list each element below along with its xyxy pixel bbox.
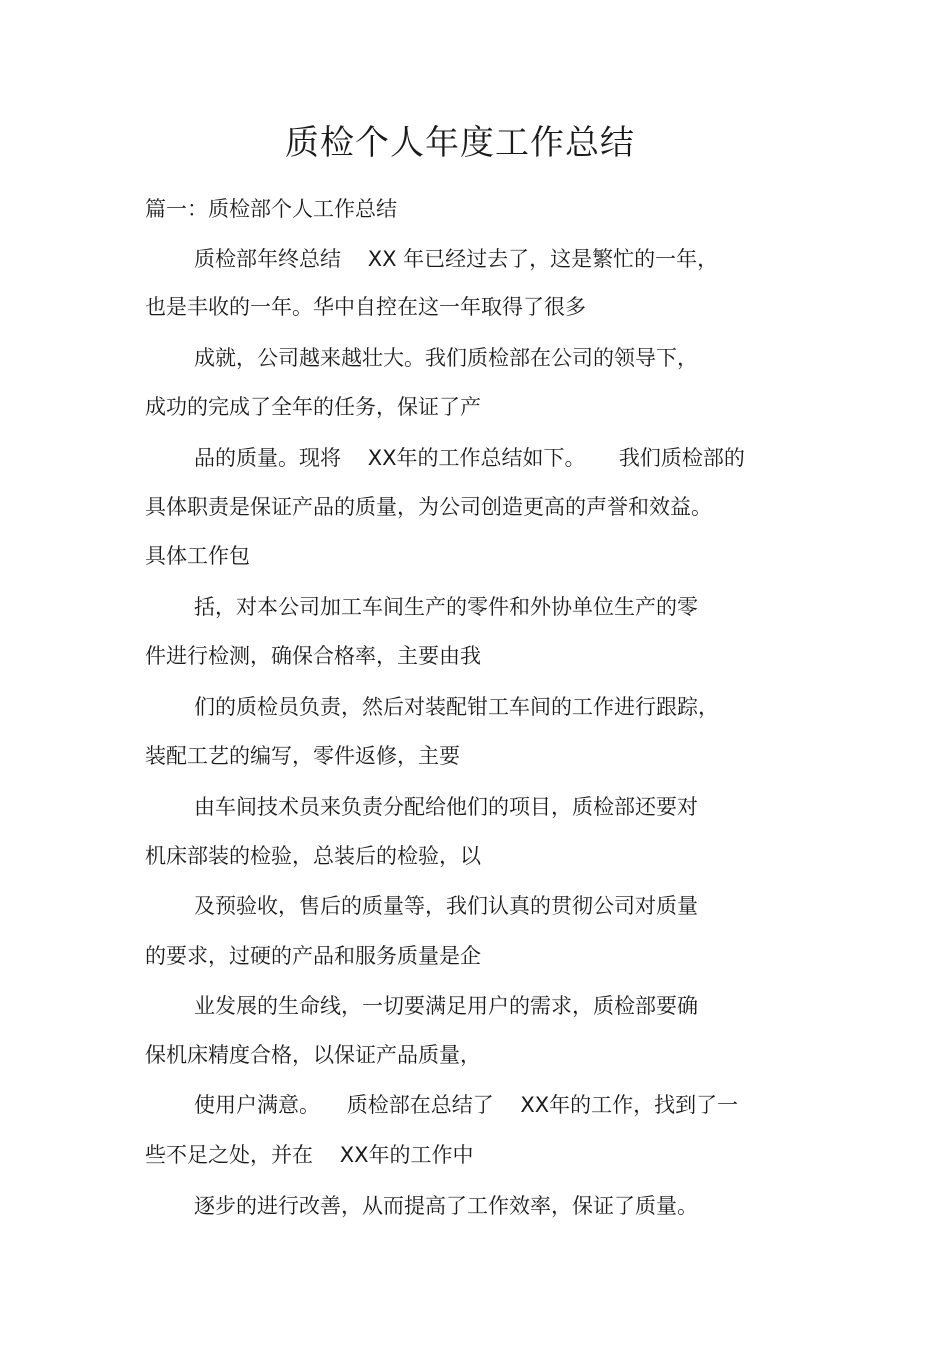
paragraph-line: 逐步的进行改善，从而提高了工作效率，保证了质量。 <box>194 1194 698 1218</box>
paragraph-line: 具体职责是保证产品的质量，为公司创造更高的声誉和效益。 <box>145 495 712 519</box>
paragraph-line: 装配工艺的编写，零件返修，主要 <box>145 744 460 768</box>
paragraph-line: 们的质检员负责，然后对装配钳工车间的工作进行跟踪， <box>194 695 719 719</box>
paragraph-line: 质检部年终总结 XX 年已经过去了，这是繁忙的一年， <box>194 247 719 271</box>
paragraph-line: 也是丰收的一年。华中自控在这一年取得了很多 <box>145 295 586 319</box>
paragraph-line: 业发展的生命线，一切要满足用户的需求，质检部要确 <box>194 994 698 1018</box>
paragraph-line: 件进行检测，确保合格率，主要由我 <box>145 644 481 668</box>
document-title: 质检个人年度工作总结 <box>285 123 635 163</box>
paragraph-line: 括，对本公司加工车间生产的零件和外协单位生产的零 <box>194 595 698 619</box>
paragraph-line: 使用户满意。 质检部在总结了 XX年的工作，找到了一 <box>194 1093 739 1117</box>
paragraph-line: 具体工作包 <box>145 544 250 568</box>
paragraph-line: 品的质量。现将 XX年的工作总结如下。 我们质检部的 <box>194 446 745 470</box>
section-heading: 篇一：质检部个人工作总结 <box>145 197 397 221</box>
paragraph-line: 由车间技术员来负责分配给他们的项目，质检部还要对 <box>194 795 698 819</box>
paragraph-line: 机床部装的检验，总装后的检验，以 <box>145 844 481 868</box>
paragraph-line: 及预验收，售后的质量等，我们认真的贯彻公司对质量 <box>194 894 698 918</box>
paragraph-line: 成就，公司越来越壮大。我们质检部在公司的领导下， <box>194 346 698 370</box>
paragraph-line: 些不足之处，并在 XX年的工作中 <box>145 1143 474 1167</box>
paragraph-line: 成功的完成了全年的任务，保证了产 <box>145 395 481 419</box>
paragraph-line: 保机床精度合格，以保证产品质量， <box>145 1043 481 1067</box>
paragraph-line: 的要求，过硬的产品和服务质量是企 <box>145 944 481 968</box>
